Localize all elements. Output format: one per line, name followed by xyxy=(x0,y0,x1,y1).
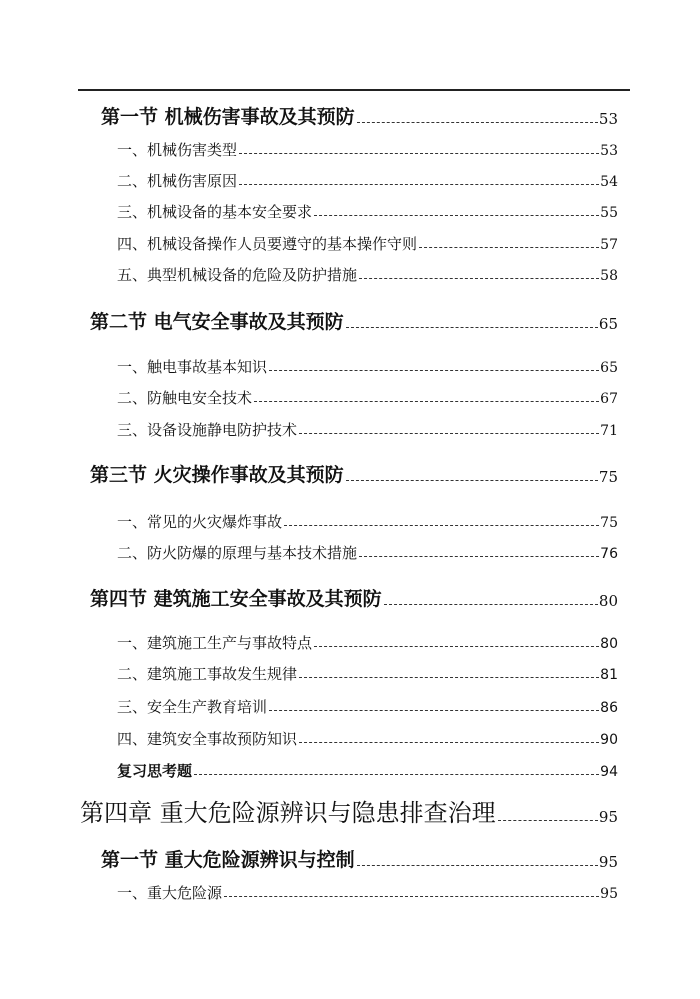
toc-section-2[interactable] xyxy=(90,313,618,332)
toc-entry-label: 二、防触电安全技术 xyxy=(117,389,253,407)
toc-leader xyxy=(284,525,599,526)
toc-page-number: 53 xyxy=(600,143,618,159)
toc-item[interactable] xyxy=(117,423,618,438)
toc-page-number: 90 xyxy=(600,732,618,748)
toc-page-number: 80 xyxy=(600,636,618,652)
toc-item[interactable] xyxy=(117,636,618,651)
toc-item-review[interactable] xyxy=(117,764,618,779)
toc-chapter-4[interactable] xyxy=(80,801,618,825)
toc-page-number: 53 xyxy=(598,110,618,128)
toc-leader xyxy=(269,710,599,711)
toc-page-number: 55 xyxy=(600,205,618,221)
toc-entry-label: 一、触电事故基本知识 xyxy=(117,358,268,376)
toc-leader xyxy=(299,433,599,434)
toc-leader xyxy=(314,215,599,216)
toc-item[interactable] xyxy=(117,174,618,189)
toc-leader xyxy=(239,184,599,185)
toc-leader xyxy=(357,865,598,866)
toc-page-number: 57 xyxy=(600,237,618,253)
toc-entry-label: 二、建筑施工事故发生规律 xyxy=(117,665,298,683)
toc-page-number: 86 xyxy=(600,700,618,716)
toc-page-number: 65 xyxy=(600,360,618,376)
toc-leader xyxy=(359,556,599,557)
toc-item[interactable] xyxy=(117,143,618,158)
toc-page-number: 75 xyxy=(598,468,618,486)
toc-item[interactable] xyxy=(117,360,618,375)
toc-entry-label: 四、建筑安全事故预防知识 xyxy=(117,730,298,748)
toc-entry-label: 复习思考题 xyxy=(117,762,193,780)
toc-item[interactable] xyxy=(117,268,618,283)
toc-leader xyxy=(299,742,599,743)
toc-section-3[interactable] xyxy=(90,466,618,485)
toc-entry-label: 三、机械设备的基本安全要求 xyxy=(117,203,313,221)
toc-item[interactable] xyxy=(117,667,618,682)
toc-entry-label: 第四节 建筑施工安全事故及其预防 xyxy=(90,588,382,610)
toc-item[interactable] xyxy=(117,391,618,406)
toc-page-number: 54 xyxy=(600,174,618,190)
toc-item[interactable] xyxy=(117,237,618,252)
toc-page-number: 81 xyxy=(600,667,618,683)
toc-entry-label: 一、机械伤害类型 xyxy=(117,141,238,159)
toc-leader xyxy=(254,401,599,402)
toc-entry-label: 三、设备设施静电防护技术 xyxy=(117,421,298,439)
toc-item[interactable] xyxy=(117,732,618,747)
toc-entry-label: 一、建筑施工生产与事故特点 xyxy=(117,634,313,652)
toc-entry-label: 三、安全生产教育培训 xyxy=(117,698,268,716)
toc-page-number: 67 xyxy=(600,391,618,407)
toc-section-1[interactable] xyxy=(101,108,618,127)
toc-leader xyxy=(299,677,599,678)
toc-entry-label: 第一节 机械伤害事故及其预防 xyxy=(101,106,355,128)
toc-entry-label: 第四章 重大危险源辨识与隐患排查治理 xyxy=(80,799,496,827)
toc-entry-label: 第一节 重大危险源辨识与控制 xyxy=(101,849,355,871)
toc-leader xyxy=(359,278,599,279)
toc-entry-label: 一、重大危险源 xyxy=(117,884,223,902)
toc-entry-label: 第二节 电气安全事故及其预防 xyxy=(90,311,344,333)
toc-item[interactable] xyxy=(117,886,618,901)
toc-page-number: 65 xyxy=(598,315,618,333)
toc-item[interactable] xyxy=(117,205,618,220)
toc-entry-label: 第三节 火灾操作事故及其预防 xyxy=(90,464,344,486)
toc-leader xyxy=(346,480,598,481)
toc-entry-label: 五、典型机械设备的危险及防护措施 xyxy=(117,266,358,284)
toc-item[interactable] xyxy=(117,515,618,530)
toc-page-number: 94 xyxy=(600,764,618,780)
toc-section-4[interactable] xyxy=(90,590,618,609)
toc-leader xyxy=(357,122,598,123)
toc-leader xyxy=(498,820,598,821)
toc-entry-label: 二、防火防爆的原理与基本技术措施 xyxy=(117,544,358,562)
toc-leader xyxy=(224,896,599,897)
toc-leader xyxy=(419,247,599,248)
toc-leader xyxy=(384,604,598,605)
toc-page-number: 76 xyxy=(600,546,618,562)
toc-leader xyxy=(346,327,598,328)
toc-item[interactable] xyxy=(117,700,618,715)
toc-page-number: 58 xyxy=(600,268,618,284)
toc-leader xyxy=(269,370,599,371)
toc-page-number: 95 xyxy=(600,886,618,902)
toc-section-1[interactable] xyxy=(101,851,618,870)
toc-item[interactable] xyxy=(117,546,618,561)
toc-page-number: 75 xyxy=(600,515,618,531)
toc-leader xyxy=(194,774,599,775)
toc-leader xyxy=(239,153,599,154)
toc-leader xyxy=(314,646,599,647)
toc-page-number: 95 xyxy=(598,808,618,826)
toc-entry-label: 一、常见的火灾爆炸事故 xyxy=(117,513,283,531)
toc-entry-label: 四、机械设备操作人员要遵守的基本操作守则 xyxy=(117,235,418,253)
toc-entry-label: 二、机械伤害原因 xyxy=(117,172,238,190)
toc-page-number: 95 xyxy=(598,853,618,871)
toc-page-number: 80 xyxy=(598,592,618,610)
toc-page-number: 71 xyxy=(600,423,618,439)
